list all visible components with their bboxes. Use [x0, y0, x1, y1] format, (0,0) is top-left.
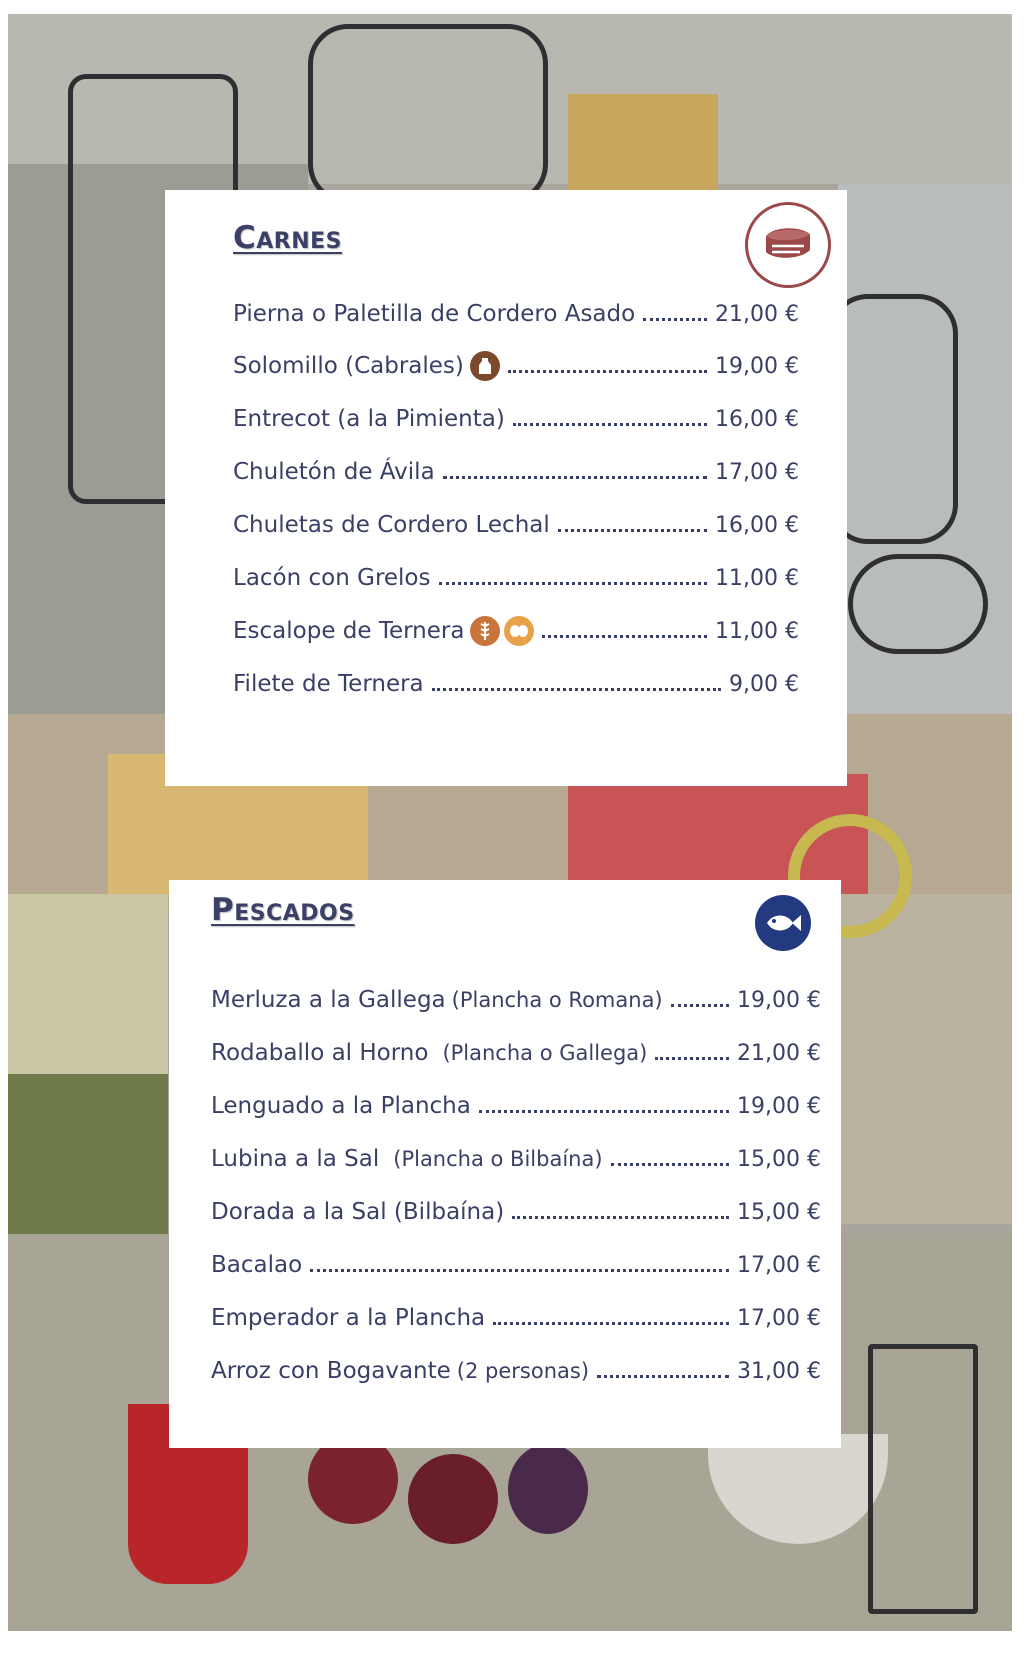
dish-price: 16,00 €: [715, 512, 799, 538]
dot-leader: [655, 1057, 729, 1060]
dish-name: Lacón con Grelos: [233, 565, 431, 591]
dot-leader: [671, 1004, 729, 1007]
dish-price: 19,00 €: [737, 987, 821, 1013]
menu-item: [211, 1354, 821, 1388]
dot-leader: [643, 318, 707, 321]
meat-steak-icon: [745, 202, 831, 288]
dish-name: Entrecot (a la Pimienta): [233, 406, 505, 432]
dot-leader: [508, 370, 707, 373]
dish-name: Chuletas de Cordero Lechal: [233, 512, 550, 538]
menu-item: [233, 614, 799, 648]
dish-price: 17,00 €: [737, 1305, 821, 1331]
dish-note: (Plancha o Romana): [451, 988, 663, 1012]
dish-price: 15,00 €: [737, 1199, 821, 1225]
dish-note: (Plancha o Gallega): [442, 1041, 648, 1065]
dish-name: Lenguado a la Plancha: [211, 1093, 471, 1119]
menu-item: [211, 1301, 821, 1335]
menu-item: [211, 1089, 821, 1123]
dot-leader: [513, 423, 707, 426]
dish-name: Rodaballo al Horno: [211, 1040, 429, 1066]
dot-leader: [597, 1375, 729, 1378]
dot-leader: [479, 1110, 729, 1113]
menu-item: [233, 508, 799, 542]
menu-item: [233, 349, 799, 383]
dish-name: Chuletón de Ávila: [233, 459, 435, 485]
dot-leader: [439, 582, 708, 585]
menu-item: [211, 1248, 821, 1282]
menu-item: [233, 561, 799, 595]
dish-name: Pierna o Paletilla de Cordero Asado: [233, 301, 636, 327]
dot-leader: [611, 1163, 729, 1166]
dish-name: Escalope de Ternera: [233, 618, 465, 644]
dish-price: 16,00 €: [715, 406, 799, 432]
menu-item: [211, 1036, 821, 1070]
dish-note: (Plancha o Bilbaína): [393, 1147, 603, 1171]
milk-icon: [470, 351, 500, 381]
menu-item: [211, 1142, 821, 1176]
dish-name: Lubina a la Sal: [211, 1146, 380, 1172]
dot-leader: [443, 476, 707, 479]
dish-price: 11,00 €: [715, 565, 799, 591]
menu-item: [233, 402, 799, 436]
dot-leader: [310, 1269, 729, 1272]
menu-item: [211, 1195, 821, 1229]
dish-note: (2 personas): [456, 1359, 590, 1383]
menu-item: [233, 667, 799, 701]
dish-price: 15,00 €: [737, 1146, 821, 1172]
dish-price: 21,00 €: [715, 301, 799, 327]
egg-icon: [504, 616, 534, 646]
menu-item: [211, 983, 821, 1017]
section-title-carnes: Carnes: [233, 220, 343, 256]
dish-name: Merluza a la Gallega: [211, 987, 446, 1013]
pescados-section: [169, 880, 841, 1448]
dot-leader: [542, 635, 707, 638]
dish-price: 17,00 €: [737, 1252, 821, 1278]
dish-price: 19,00 €: [737, 1093, 821, 1119]
dish-name: Filete de Ternera: [233, 671, 424, 697]
dot-leader: [432, 688, 721, 691]
menu-item: [233, 455, 799, 489]
dot-leader: [512, 1216, 729, 1219]
gluten-icon: [470, 616, 500, 646]
dish-name: Dorada a la Sal (Bilbaína): [211, 1199, 505, 1225]
dish-price: 11,00 €: [715, 618, 799, 644]
menu-item: [233, 297, 799, 331]
dish-price: 17,00 €: [715, 459, 799, 485]
section-title-pescados: Pescados: [211, 892, 355, 928]
dish-name: Arroz con Bogavante: [211, 1358, 451, 1384]
dot-leader: [493, 1322, 729, 1325]
dish-price: 9,00 €: [729, 671, 799, 697]
dish-price: 19,00 €: [715, 353, 799, 379]
dish-name: Emperador a la Plancha: [211, 1305, 486, 1331]
carnes-section: [165, 190, 847, 786]
dish-price: 21,00 €: [737, 1040, 821, 1066]
dish-name: Solomillo (Cabrales): [233, 353, 464, 379]
dish-name: Bacalao: [211, 1252, 303, 1278]
dish-price: 31,00 €: [737, 1358, 821, 1384]
dot-leader: [558, 529, 707, 532]
fish-icon: [755, 895, 811, 951]
